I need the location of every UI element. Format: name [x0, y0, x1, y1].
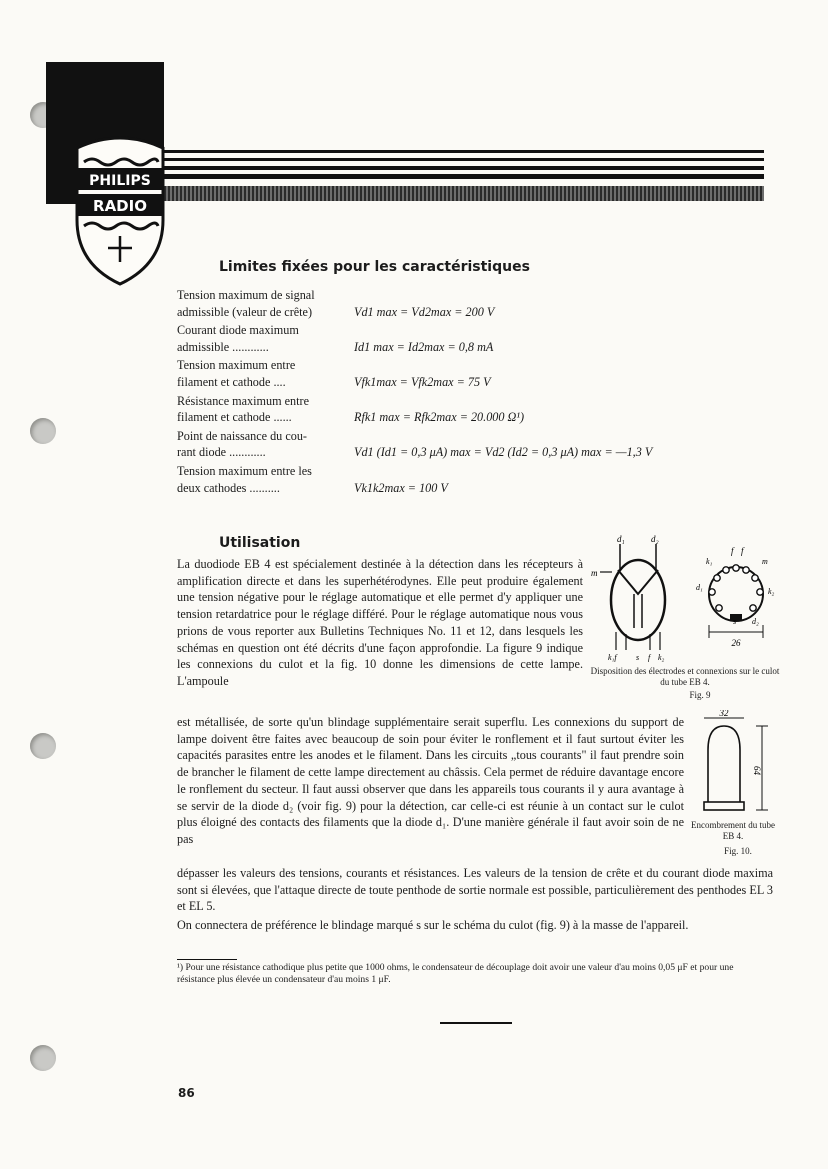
limit-formula: Rfk1 max = Rfk2max = 20.000 Ω¹): [354, 410, 525, 425]
figure-10-caption: Encombrement du tube EB 4.: [691, 820, 775, 841]
limit-label: Tension maximum de signal: [177, 288, 315, 302]
page-number: 86: [178, 1086, 195, 1100]
limit-formula: Vk1k2max = 100 V: [354, 480, 448, 495]
header-rule: [160, 166, 764, 170]
utilisation-title: Utilisation: [219, 535, 301, 551]
limit-label: rant diode ............: [177, 445, 266, 460]
logo-word-radio: RADIO: [93, 197, 147, 215]
pin-label-d1: d₁: [617, 534, 625, 544]
punch-hole: [30, 733, 56, 759]
pin-label-m: m: [591, 568, 598, 578]
header-rule: [160, 174, 764, 179]
logo-word-philips: PHILIPS: [89, 173, 151, 189]
footnote-rule: [177, 959, 237, 960]
end-rule: [440, 1022, 512, 1024]
limit-formula: Vfk1max = Vfk2max = 75 V: [354, 374, 491, 389]
utilisation-paragraph: On connectera de préférence le blindage marqué s sur le schéma du culot (fig. 9) à la masse de l'appareil.: [177, 918, 689, 932]
figure-9-caption: Disposition des électrodes et connexions sur le culot du tube EB 4.: [590, 666, 780, 687]
punch-hole: [30, 418, 56, 444]
pin-label-s: s: [636, 653, 640, 662]
figure-10-label: Fig. 10.: [724, 846, 752, 856]
socket-label-s: s: [733, 617, 737, 626]
limit-row: [177, 463, 777, 496]
socket-label-k2: k₂: [768, 587, 775, 596]
socket-label-f: f: [731, 546, 734, 556]
limit-label: admissible (valeur de crête): [177, 304, 313, 319]
pin-label-d2: d₂: [651, 534, 659, 544]
limit-row: [177, 322, 777, 355]
electrode-diagram: [590, 532, 780, 664]
limit-label: filament et cathode ....: [177, 374, 286, 389]
header-shaded-rule: [160, 186, 764, 201]
socket-label-d2: d₂: [752, 617, 759, 626]
figure-9: [590, 532, 780, 712]
limit-row: [177, 357, 777, 390]
pin-label-k2: k₂: [658, 653, 665, 662]
limit-row: [177, 287, 777, 320]
philips-radio-shield-logo: [74, 134, 166, 286]
socket-label-m: m: [762, 557, 768, 566]
punch-hole: [30, 1045, 56, 1071]
limit-label: deux cathodes ..........: [177, 480, 280, 495]
header-rule: [160, 150, 764, 153]
width-dimension: 32: [719, 710, 729, 718]
tube-outline-diagram: [688, 710, 778, 820]
height-dimension: 64: [752, 766, 762, 775]
limit-label: Courant diode maximum: [177, 323, 299, 338]
limit-formula: Vd1 max = Vd2max = 200 V: [354, 304, 495, 319]
limit-label: admissible ............: [177, 339, 269, 354]
limit-label: Résistance maximum entre: [177, 393, 309, 408]
pin-label-k1f: k₁f: [608, 653, 617, 662]
limit-row: [177, 393, 777, 426]
limits-title: Limites fixées pour les caractéristiques: [219, 259, 530, 275]
socket-label-k1: k₁: [706, 557, 713, 566]
footnote: ¹) Pour une résistance cathodique plus petite que 1000 ohms, le condensateur de découplage doit avoir une valeur d'au moins 0,05 μF et pour une résistance plus élevée un condensateur d'au moins 1 μF.: [177, 962, 734, 985]
limits-table: [177, 287, 777, 498]
header-rule: [160, 158, 764, 161]
pin-label-f: f: [648, 653, 651, 662]
utilisation-paragraph: dépasser les valeurs des tensions, courants et résistances. Les valeurs de la tension de crête et du courant diode maxima sont si élevées, que l'attaque directe de toute penthode de sortie normale est possible, particulièrement des penthodes EL 3 et EL 5.: [177, 866, 773, 914]
dimension-label: 26: [731, 638, 741, 648]
limit-formula: Vd1 (Id1 = 0,3 μA) max = Vd2 (Id2 = 0,3 μA) max = —1,3 V: [354, 445, 653, 460]
limit-label: Tension maximum entre: [177, 358, 296, 373]
limit-label: Point de naissance du cou-: [177, 428, 307, 443]
figure-9-label: Fig. 9: [689, 690, 711, 700]
figure-10: [688, 710, 778, 860]
utilisation-paragraph: La duodiode EB 4 est spécialement destinée à la détection dans les récepteurs à amplification directe et dans les superhétérodynes. Elle peut produire également une tension négative pour le réglage automatique et elle permet d'y appliquer une tension retardatrice pour le réglage différé. Pour le réglage automatique nous vous prions de vous reporter aux Bulletins Techniques No. 11 et 12, dans lesquels les schémas en question ont été décrits d'une façon approfondie. La figure 9 indique les connexions du culot et la fig. 10 donne les dimensions de cette lampe. L'ampoule: [177, 557, 583, 688]
utilisation-paragraph: est métallisée, de sorte qu'un blindage supplémentaire serait superflu. Les connexions du support de lampe doivent être faites avec beaucoup de soin pour éviter le ronflement et il faut surtout éviter les capacités parasites entre les anodes et le filament. Dans les circuits „tous courants" il faut prendre soin de brancher le filament de cette lampe directement au châssis. Cela permet de réduire davantage encore le ronflement du secteur. Il faut aussi observer que dans les appareils tous courants il y aura avantage à se servir de la diode d₂ (voir fig. 9) pour la détection, car celle-ci est réunie à un contact sur le culot plus éloigné des contacts des filaments que la diode d₁. D'une manière générale il faut avoir soin de ne pas: [177, 715, 684, 846]
socket-label-d1: d₁: [696, 583, 703, 592]
limit-formula: Id1 max = Id2max = 0,8 mA: [354, 339, 494, 354]
limit-row: [177, 428, 777, 461]
limit-label: filament et cathode ......: [177, 410, 292, 425]
limit-label: Tension maximum entre les: [177, 463, 312, 478]
socket-label-f: f: [741, 546, 744, 556]
